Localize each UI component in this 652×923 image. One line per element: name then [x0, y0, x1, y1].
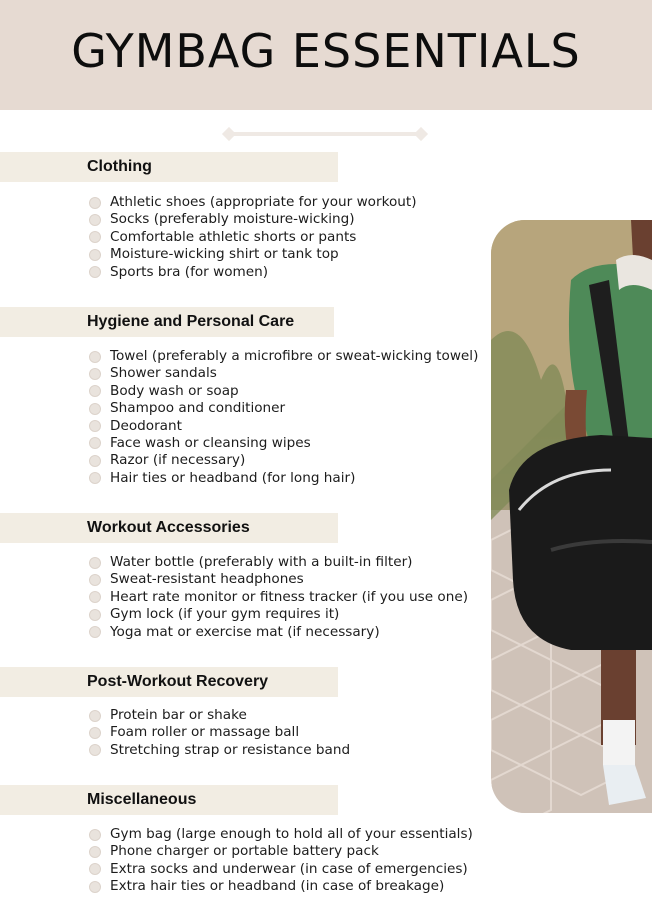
checklist-clothing [89, 194, 417, 281]
checkbox-icon[interactable] [89, 557, 101, 569]
list-item[interactable]: Body wash or soap [89, 383, 478, 400]
list-item[interactable]: Yoga mat or exercise mat (if necessary) [89, 624, 468, 641]
checkbox-icon[interactable] [89, 249, 101, 261]
list-item[interactable]: Sweat-resistant headphones [89, 571, 468, 588]
section-title-clothing: Clothing [87, 158, 152, 175]
checkbox-icon[interactable] [89, 231, 101, 243]
checkbox-icon[interactable] [89, 626, 101, 638]
header-banner [0, 0, 652, 110]
checkbox-icon[interactable] [89, 609, 101, 621]
list-item[interactable]: Gym bag (large enough to hold all of your essentials) [89, 826, 473, 843]
checkbox-icon[interactable] [89, 591, 101, 603]
list-item[interactable]: Towel (preferably a microfibre or sweat-wicking towel) [89, 348, 478, 365]
checkbox-icon[interactable] [89, 829, 101, 841]
section-title-hygiene: Hygiene and Personal Care [87, 313, 295, 330]
checklist-miscellaneous [89, 826, 473, 896]
list-item[interactable]: Comfortable athletic shorts or pants [89, 229, 417, 246]
checklist-post-workout [89, 707, 350, 759]
list-item[interactable]: Shampoo and conditioner [89, 400, 478, 417]
checkbox-icon[interactable] [89, 437, 101, 449]
section-title-workout-accessories: Workout Accessories [87, 519, 250, 536]
list-item[interactable]: Heart rate monitor or fitness tracker (if you use one) [89, 589, 468, 606]
list-item[interactable]: Athletic shoes (appropriate for your workout) [89, 194, 417, 211]
list-item[interactable]: Shower sandals [89, 365, 478, 382]
checkbox-icon[interactable] [89, 727, 101, 739]
list-item[interactable]: Moisture-wicking shirt or tank top [89, 246, 417, 263]
list-item[interactable]: Gym lock (if your gym requires it) [89, 606, 468, 623]
list-item[interactable]: Socks (preferably moisture-wicking) [89, 211, 417, 228]
list-item[interactable]: Face wash or cleansing wipes [89, 435, 478, 452]
checklist-hygiene [89, 348, 478, 487]
checkbox-icon[interactable] [89, 385, 101, 397]
checkbox-icon[interactable] [89, 351, 101, 363]
list-item[interactable]: Stretching strap or resistance band [89, 742, 350, 759]
section-title-miscellaneous: Miscellaneous [87, 791, 197, 808]
list-item[interactable]: Sports bra (for women) [89, 264, 417, 281]
checkbox-icon[interactable] [89, 846, 101, 858]
checkbox-icon[interactable] [89, 881, 101, 893]
checkbox-icon[interactable] [89, 197, 101, 209]
checkbox-icon[interactable] [89, 266, 101, 278]
list-item[interactable]: Phone charger or portable battery pack [89, 843, 473, 860]
list-item[interactable]: Extra hair ties or headband (in case of breakage) [89, 878, 473, 895]
list-item[interactable]: Protein bar or shake [89, 707, 350, 724]
checkbox-icon[interactable] [89, 472, 101, 484]
checkbox-icon[interactable] [89, 455, 101, 467]
checkbox-icon[interactable] [89, 403, 101, 415]
list-item[interactable]: Razor (if necessary) [89, 452, 478, 469]
checkbox-icon[interactable] [89, 710, 101, 722]
checkbox-icon[interactable] [89, 863, 101, 875]
list-item[interactable]: Extra socks and underwear (in case of emergencies) [89, 861, 473, 878]
gym-bag-photo [491, 220, 652, 813]
section-bar-clothing [0, 152, 338, 182]
list-item[interactable]: Water bottle (preferably with a built-in filter) [89, 554, 468, 571]
checkbox-icon[interactable] [89, 214, 101, 226]
checkbox-icon[interactable] [89, 574, 101, 586]
list-item[interactable]: Deodorant [89, 418, 478, 435]
checkbox-icon[interactable] [89, 420, 101, 432]
list-item[interactable]: Foam roller or massage ball [89, 724, 350, 741]
checklist-workout-accessories [89, 554, 468, 641]
checkbox-icon[interactable] [89, 368, 101, 380]
divider-ornament [226, 132, 424, 136]
section-title-post-workout: Post-Workout Recovery [87, 673, 269, 690]
page-title: GYMBAG ESSENTIALS [71, 24, 581, 78]
checkbox-icon[interactable] [89, 744, 101, 756]
list-item[interactable]: Hair ties or headband (for long hair) [89, 470, 478, 487]
